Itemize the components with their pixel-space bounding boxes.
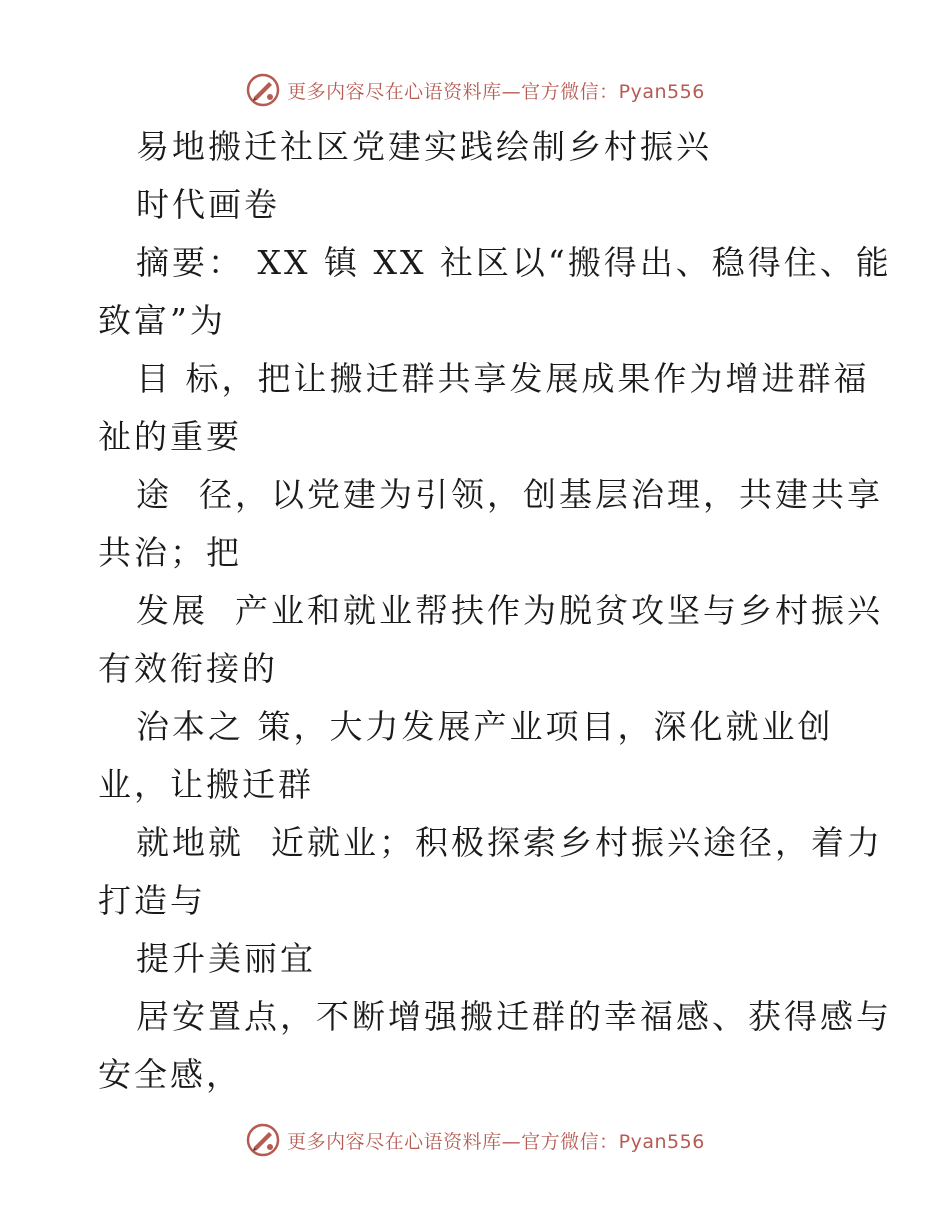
paragraph-line: 安全感， — [98, 1055, 242, 1094]
paragraph-line: 发展 产业和就业帮扶作为脱贫攻坚与乡村振兴 — [136, 591, 883, 630]
header-watermark — [0, 70, 950, 110]
paragraph-line: 摘要： XX 镇 XX 社区以“搬得出、稳得住、能 — [136, 243, 892, 282]
pen-logo-icon — [245, 72, 281, 108]
paragraph-line: 途 径，以党建为引领，创基层治理，共建共享 — [136, 475, 883, 514]
paragraph-line: 致富”为 — [98, 301, 226, 340]
paragraph-line: 打造与 — [98, 881, 206, 920]
paragraph-line: 居安置点，不断增强搬迁群的幸福感、获得感与 — [136, 997, 892, 1036]
watermark-text: 更多内容尽在心语资料库—官方微信：Pyan556 — [287, 1130, 705, 1153]
paragraph-line: 就地就 近就业；积极探索乡村振兴途径，着力 — [136, 823, 883, 862]
paragraph-line: 目 标，把让搬迁群共享发展成果作为增进群福 — [136, 359, 870, 398]
paragraph-line: 时代画卷 — [136, 185, 280, 224]
paragraph-line: 有效衔接的 — [98, 649, 278, 688]
pen-logo-icon — [245, 1122, 281, 1158]
paragraph-line: 业，让搬迁群 — [98, 765, 314, 804]
paragraph-line: 易地搬迁社区党建实践绘制乡村振兴 — [136, 127, 712, 166]
paragraph-line: 共治；把 — [98, 533, 242, 572]
paragraph-line: 祉的重要 — [98, 417, 242, 456]
watermark-text: 更多内容尽在心语资料库—官方微信：Pyan556 — [287, 80, 705, 103]
paragraph-line: 提升美丽宜 — [136, 939, 316, 978]
paragraph-line: 治本之 策，大力发展产业项目，深化就业创 — [136, 707, 834, 746]
document-body — [98, 118, 892, 1104]
footer-watermark — [0, 1120, 950, 1160]
